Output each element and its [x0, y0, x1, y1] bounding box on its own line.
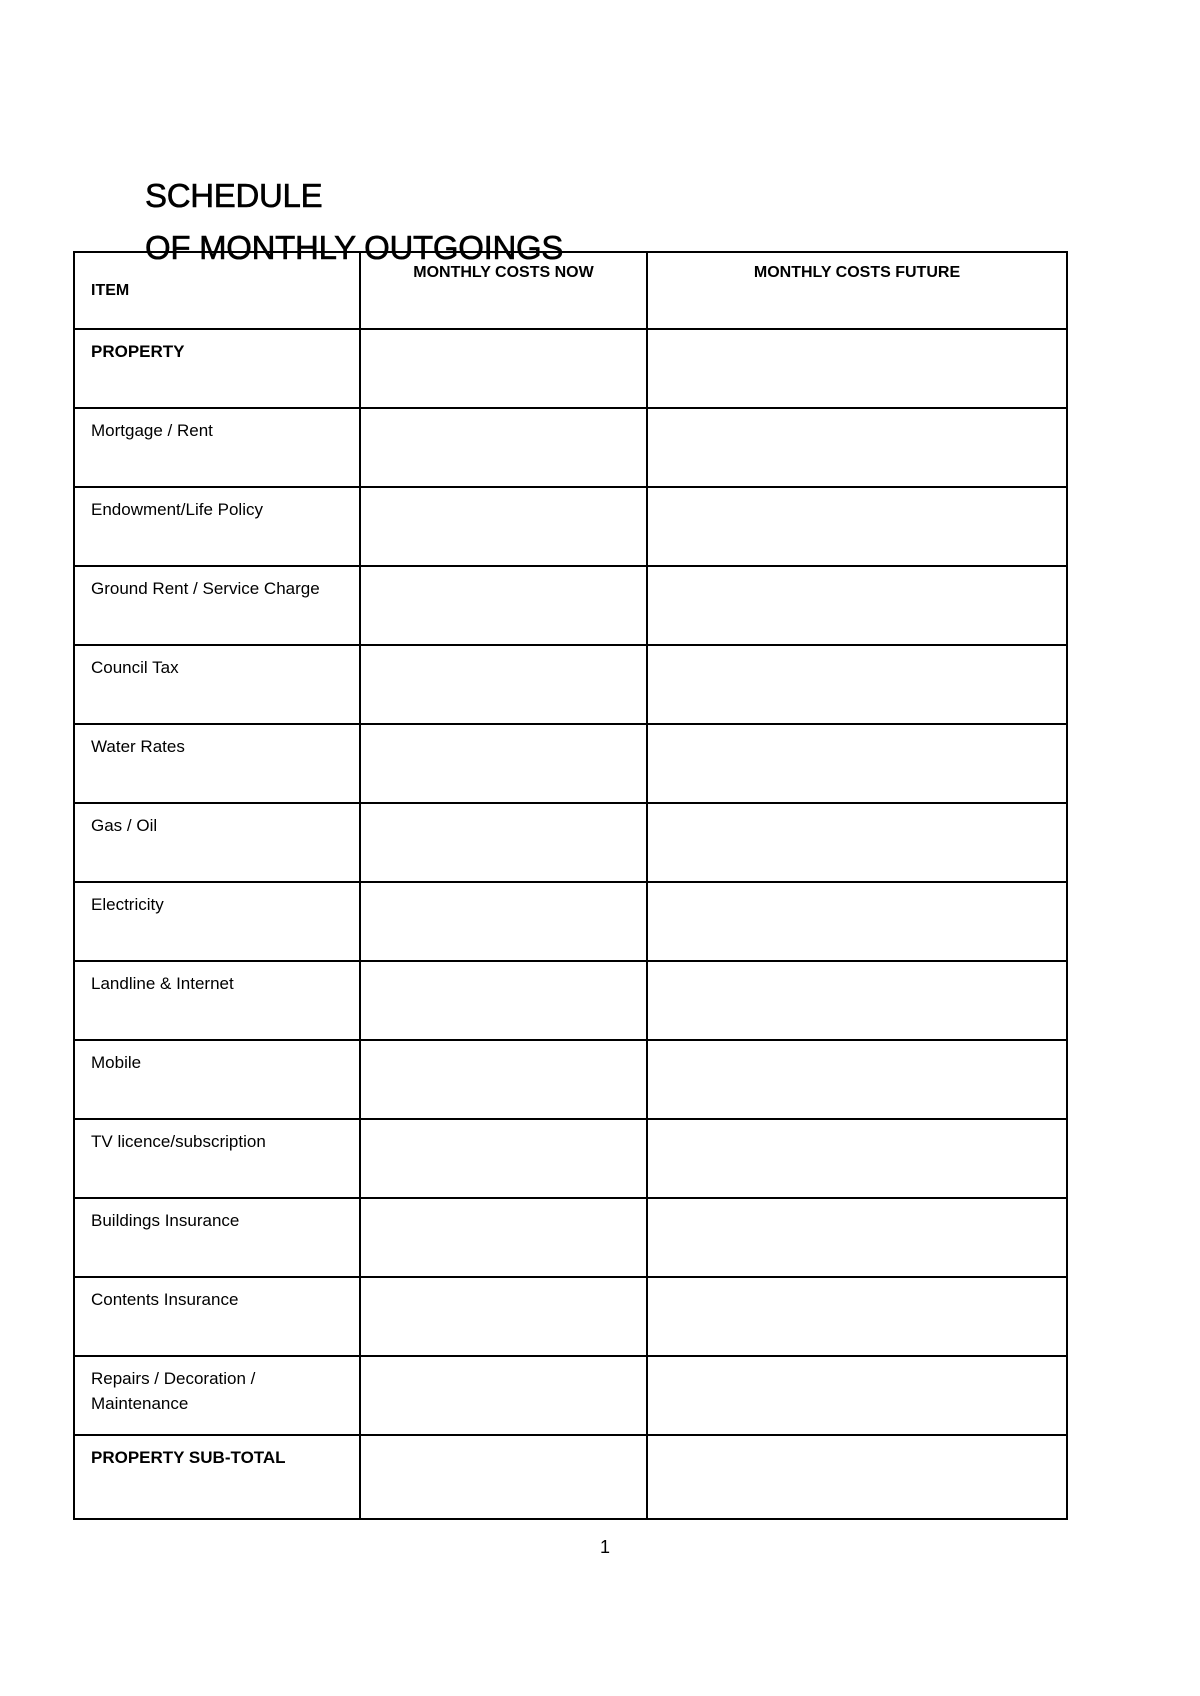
outgoings-table — [73, 251, 1068, 1520]
table-row — [74, 1198, 1067, 1277]
monthly-cost-now-cell[interactable] — [360, 961, 647, 1040]
monthly-cost-now-cell[interactable] — [360, 1040, 647, 1119]
title-line-2: OF MONTHLY OUTGOINGS — [145, 229, 564, 267]
table-header-row — [74, 252, 1067, 329]
monthly-cost-now-cell[interactable] — [360, 566, 647, 645]
table-row — [74, 1356, 1067, 1435]
monthly-cost-now-cell[interactable] — [360, 1356, 647, 1435]
item-label: Landline & Internet — [74, 961, 360, 1040]
monthly-cost-now-cell[interactable] — [360, 1198, 647, 1277]
item-label: Contents Insurance — [74, 1277, 360, 1356]
monthly-cost-future-cell[interactable] — [647, 1435, 1067, 1519]
table-row — [74, 1277, 1067, 1356]
table-row — [74, 882, 1067, 961]
title-line-1: SCHEDULE — [145, 177, 323, 215]
monthly-cost-now-cell[interactable] — [360, 487, 647, 566]
table-row — [74, 961, 1067, 1040]
monthly-cost-now-cell[interactable] — [360, 645, 647, 724]
monthly-cost-now-cell[interactable] — [360, 803, 647, 882]
monthly-cost-future-cell[interactable] — [647, 408, 1067, 487]
item-label: Mobile — [74, 1040, 360, 1119]
header-item: ITEM — [74, 252, 360, 329]
item-label: TV licence/subscription — [74, 1119, 360, 1198]
table-row — [74, 803, 1067, 882]
table-row — [74, 329, 1067, 408]
monthly-cost-now-cell[interactable] — [360, 1277, 647, 1356]
item-label: Ground Rent / Service Charge — [74, 566, 360, 645]
table-row — [74, 1119, 1067, 1198]
monthly-cost-now-cell[interactable] — [360, 329, 647, 408]
table-body — [74, 329, 1067, 1519]
monthly-cost-future-cell[interactable] — [647, 1119, 1067, 1198]
page-number: 1 — [599, 1537, 610, 1557]
monthly-cost-now-cell[interactable] — [360, 1435, 647, 1519]
item-label: Endowment/Life Policy — [74, 487, 360, 566]
monthly-cost-future-cell[interactable] — [647, 803, 1067, 882]
header-monthly-costs-future: MONTHLY COSTS FUTURE — [647, 252, 1067, 329]
monthly-cost-now-cell[interactable] — [360, 408, 647, 487]
table-row — [74, 566, 1067, 645]
monthly-cost-now-cell[interactable] — [360, 882, 647, 961]
item-label: Council Tax — [74, 645, 360, 724]
item-label: Water Rates — [74, 724, 360, 803]
monthly-cost-future-cell[interactable] — [647, 882, 1067, 961]
item-label: Gas / Oil — [74, 803, 360, 882]
monthly-cost-future-cell[interactable] — [647, 645, 1067, 724]
table-row — [74, 487, 1067, 566]
monthly-cost-future-cell[interactable] — [647, 1198, 1067, 1277]
item-label: Repairs / Decoration / Maintenance — [74, 1356, 360, 1435]
monthly-cost-future-cell[interactable] — [647, 1277, 1067, 1356]
item-label: Buildings Insurance — [74, 1198, 360, 1277]
item-label: PROPERTY — [74, 329, 360, 408]
table-row — [74, 724, 1067, 803]
monthly-cost-now-cell[interactable] — [360, 1119, 647, 1198]
item-label: PROPERTY SUB-TOTAL — [74, 1435, 360, 1519]
monthly-cost-future-cell[interactable] — [647, 1356, 1067, 1435]
item-label: Mortgage / Rent — [74, 408, 360, 487]
item-label: Electricity — [74, 882, 360, 961]
table-row — [74, 645, 1067, 724]
monthly-cost-future-cell[interactable] — [647, 961, 1067, 1040]
monthly-cost-future-cell[interactable] — [647, 566, 1067, 645]
monthly-cost-future-cell[interactable] — [647, 724, 1067, 803]
table-row — [74, 408, 1067, 487]
monthly-cost-future-cell[interactable] — [647, 487, 1067, 566]
header-monthly-costs-now: MONTHLY COSTS NOW — [360, 252, 647, 329]
monthly-cost-future-cell[interactable] — [647, 329, 1067, 408]
monthly-cost-now-cell[interactable] — [360, 724, 647, 803]
table-row — [74, 1040, 1067, 1119]
table-row — [74, 1435, 1067, 1519]
monthly-cost-future-cell[interactable] — [647, 1040, 1067, 1119]
